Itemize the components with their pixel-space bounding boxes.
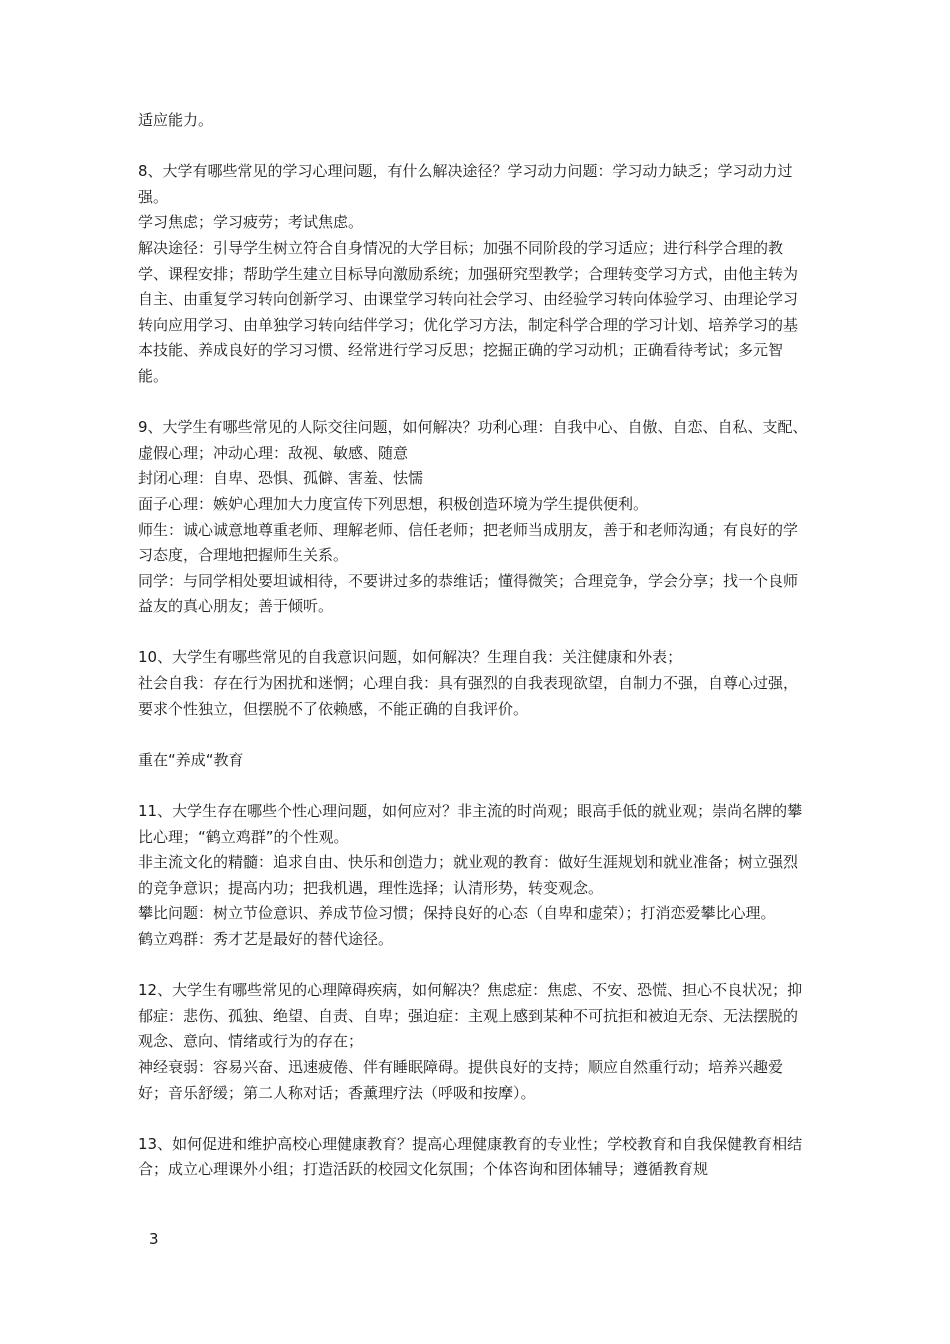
paragraph-gap [138,953,810,979]
paragraph: 学习焦虑；学习疲劳；考试焦虑。 [138,213,364,232]
section-question-11 [138,799,810,953]
paragraph-gap [138,134,810,160]
section-question-13 [138,1132,810,1183]
section-question-12 [138,978,810,1106]
document-body [138,108,810,1183]
paragraph-gap [138,390,810,416]
section-question-8 [138,159,810,389]
paragraph: 适应能力。 [138,111,214,129]
paragraph: 同学：与同学相处要坦诚相待，不要讲过多的恭维话；懂得微笑；合理竞争，学会分享；找一个良师益友的真心朋友；善于倾听。 [138,571,799,616]
section-question-9 [138,415,810,620]
question-heading: 11、大学生存在哪些个性心理问题，如何应对？非主流的时尚观；眼高手低的就业观；崇尚名牌的攀比心理；“鹤立鸡群”的个性观。 [138,802,803,846]
paragraph: 解决途径：引导学生树立符合自身情况的大学目标；加强不同阶段的学习适应；进行科学合理的教学、课程安排；帮助学生建立目标导向激励系统；加强研究型教学；合理转变学习方式，由他主转为自主、由重复学习转向创新学习、由课堂学习转向社会学习、由经验学习转向体验学习、由理论学习转向应用学习、由单独学习转向结伴学习；优化学习方法，制定科学合理的学习计划、培养学习的基本技能、养成良好的学习习惯、经常进行学习反思；挖掘正确的学习动机；正确看待考试；多元智能。 [138,238,799,385]
paragraph-gap [138,722,810,748]
paragraph: 神经衰弱：容易兴奋、迅速疲倦、伴有睡眠障碍。提供良好的支持；顺应自然重行动；培养兴趣爱好；音乐舒缓；第二人称对话；香薰理疗法（呼吸和按摩）。 [138,1057,784,1102]
paragraph: 重在“养成“教育 [138,750,244,769]
paragraph: 面子心理：嫉妒心理加大力度宣传下列思想，积极创造环境为学生提供便利。 [138,494,649,513]
question-heading: 9、大学生有哪些常见的人际交往问题，如何解决？功利心理：自我中心、自傲、自恋、自私、支配、虚假心理；冲动心理：敌视、敏感、随意 [138,418,808,462]
question-heading: 12、大学生有哪些常见的心理障碍疾病，如何解决？焦虑症：焦虑、不安、恐慌、担心不良状况；抑郁症：悲伤、孤独、绝望、自责、自卑；强迫症：主观上感到某种不可抗拒和被迫无奈、无法摆脱的观念、意向、情绪或行为的存在； [138,981,803,1051]
paragraph: 师生：诚心诚意地尊重老师、理解老师、信任老师；把老师当成朋友，善于和老师沟通；有良好的学习态度，合理地把握师生关系。 [138,520,799,565]
section-cultivation-note [138,748,810,774]
paragraph: 攀比问题：树立节俭意识、养成节俭习惯；保持良好的心态（自卑和虚荣）；打消恋爱攀比心理。 [138,904,776,923]
paragraph: 社会自我：存在行为困扰和迷惘；心理自我：具有强烈的自我表现欲望，自制力不强，自尊心过强，要求个性独立，但摆脱不了依赖感，不能正确的自我评价。 [138,674,799,718]
paragraph: 非主流文化的精髓：追求自由、快乐和创造力；就业观的教育：做好生涯规划和就业准备；树立强烈的竞争意识；提高内功；把我机遇，理性选择；认清形势，转变观念。 [138,853,799,897]
section-question-10 [138,645,810,722]
question-heading: 10、大学生有哪些常见的自我意识问题，如何解决？生理自我：关注健康和外表； [138,648,683,667]
paragraph-gap [138,620,810,646]
page-number: 3 [149,1230,159,1248]
paragraph-gap [138,1106,810,1132]
section-adaptability-tail [138,108,810,134]
question-heading: 13、如何促进和维护高校心理健康教育？提高心理健康教育的专业性；学校教育和自我保健教育相结合；成立心理课外小组；打造活跃的校园文化氛围；个体咨询和团体辅导；遵循教育规 [138,1134,803,1179]
paragraph: 鹤立鸡群：秀才艺是最好的替代途径。 [138,930,394,948]
paragraph-gap [138,773,810,799]
paragraph: 封闭心理：自卑、恐惧、孤僻、害羞、怯懦 [138,469,424,488]
question-heading: 8、大学有哪些常见的学习心理问题，有什么解决途径？学习动力问题：学习动力缺乏；学习动力过强。 [138,162,793,206]
